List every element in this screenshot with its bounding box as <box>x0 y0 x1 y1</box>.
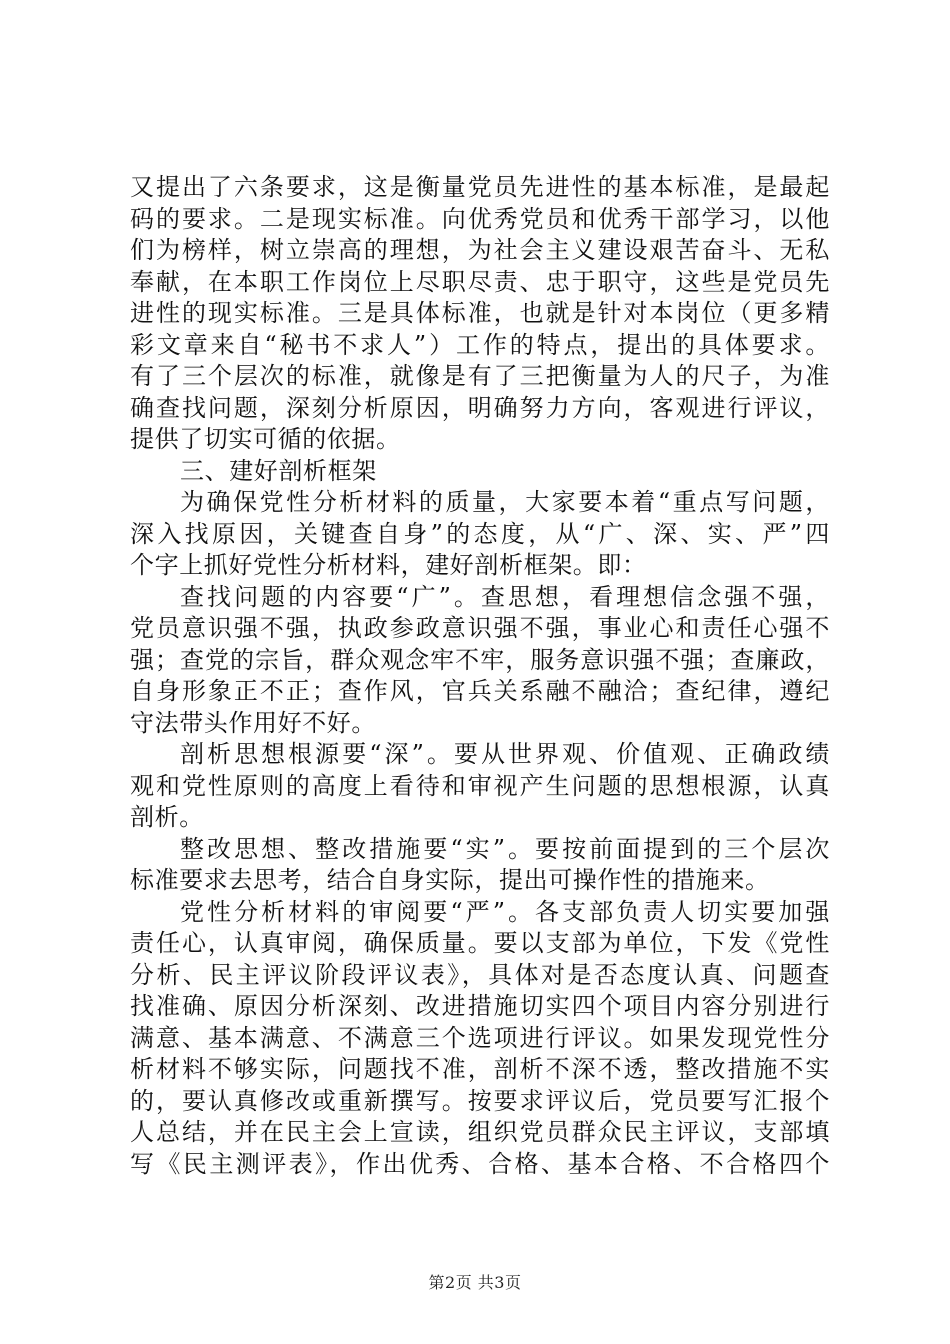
text-line: 找准确、原因分析深刻、改进措施切实四个项目内容分别进行 <box>130 992 830 1020</box>
text-line: 守法带头作用好不好。 <box>130 708 376 737</box>
text-line: 彩文章来自“秘书不求人”）工作的特点，提出的具体要求。 <box>130 330 830 359</box>
page-footer: 第2页 共3页 <box>428 1273 522 1292</box>
text-line: 自身形象正不正；查作风，官兵关系融不融洽；查纪律，遵纪 <box>130 677 830 705</box>
text-line: 责任心，认真审阅，确保质量。要以支部为单位，下发《党性 <box>130 929 830 957</box>
text-line: 整改思想、整改措施要“实”。要按前面提到的三个层次 <box>180 834 830 863</box>
text-line: 深入找原因，关键查自身”的态度，从“广、深、实、严”四 <box>130 519 830 548</box>
text-line: 奉献，在本职工作岗位上尽职尽责、忠于职守，这些是党员先 <box>130 267 830 296</box>
text-line: 观和党性原则的高度上看待和审视产生问题的思想根源，认真 <box>130 771 830 800</box>
text-line: 人总结，并在民主会上宣读，组织党员群众民主评议，支部填 <box>130 1118 830 1146</box>
text-line: 查找问题的内容要“广”。查思想，看理想信念强不强， <box>180 582 830 611</box>
text-line: 写《民主测评表》，作出优秀、合格、基本合格、不合格四个 <box>130 1149 830 1178</box>
text-line: 剖析。 <box>130 803 204 831</box>
text-line: 满意、基本满意、不满意三个选项进行评议。如果发现党性分 <box>130 1023 830 1052</box>
text-line: 党员意识强不强，执政参政意识强不强，事业心和责任心强不 <box>130 614 830 642</box>
document-body <box>130 172 830 1180</box>
text-line: 剖析思想根源要“深”。要从世界观、价值观、正确政绩 <box>180 740 830 768</box>
text-line: 码的要求。二是现实标准。向优秀党员和优秀干部学习，以他 <box>130 204 830 233</box>
text-line: 进性的现实标准。三是具体标准，也就是针对本岗位（更多精 <box>130 299 830 327</box>
text-line: 个字上抓好党性分析材料，建好剖析框架。即： <box>130 551 647 579</box>
text-line: 的，要认真修改或重新撰写。按要求评议后，党员要写汇报个 <box>130 1086 830 1115</box>
text-line: 们为榜样，树立崇高的理想，为社会主义建设艰苦奋斗、无私 <box>130 236 830 264</box>
text-line: 分析、民主评议阶段评议表》，具体对是否态度认真、问题查 <box>130 960 830 989</box>
text-line: 提供了切实可循的依据。 <box>130 425 401 453</box>
text-line: 又提出了六条要求，这是衡量党员先进性的基本标准，是最起 <box>130 173 830 201</box>
text-line: 三、建好剖析框架 <box>180 456 377 485</box>
text-line: 有了三个层次的标准，就像是有了三把衡量为人的尺子，为准 <box>130 362 830 390</box>
text-line: 标准要求去思考，结合自身实际，提出可操作性的措施来。 <box>130 866 770 894</box>
text-line: 党性分析材料的审阅要“严”。各支部负责人切实要加强 <box>180 897 830 926</box>
text-line: 为确保党性分析材料的质量，大家要本着“重点写问题， <box>180 488 830 516</box>
text-line: 析材料不够实际，问题找不准，剖析不深不透，整改措施不实 <box>130 1055 830 1083</box>
text-line: 强；查党的宗旨，群众观念牢不牢，服务意识强不强；查廉政， <box>130 645 830 674</box>
text-line: 确查找问题，深刻分析原因，明确努力方向，客观进行评议， <box>130 393 830 422</box>
